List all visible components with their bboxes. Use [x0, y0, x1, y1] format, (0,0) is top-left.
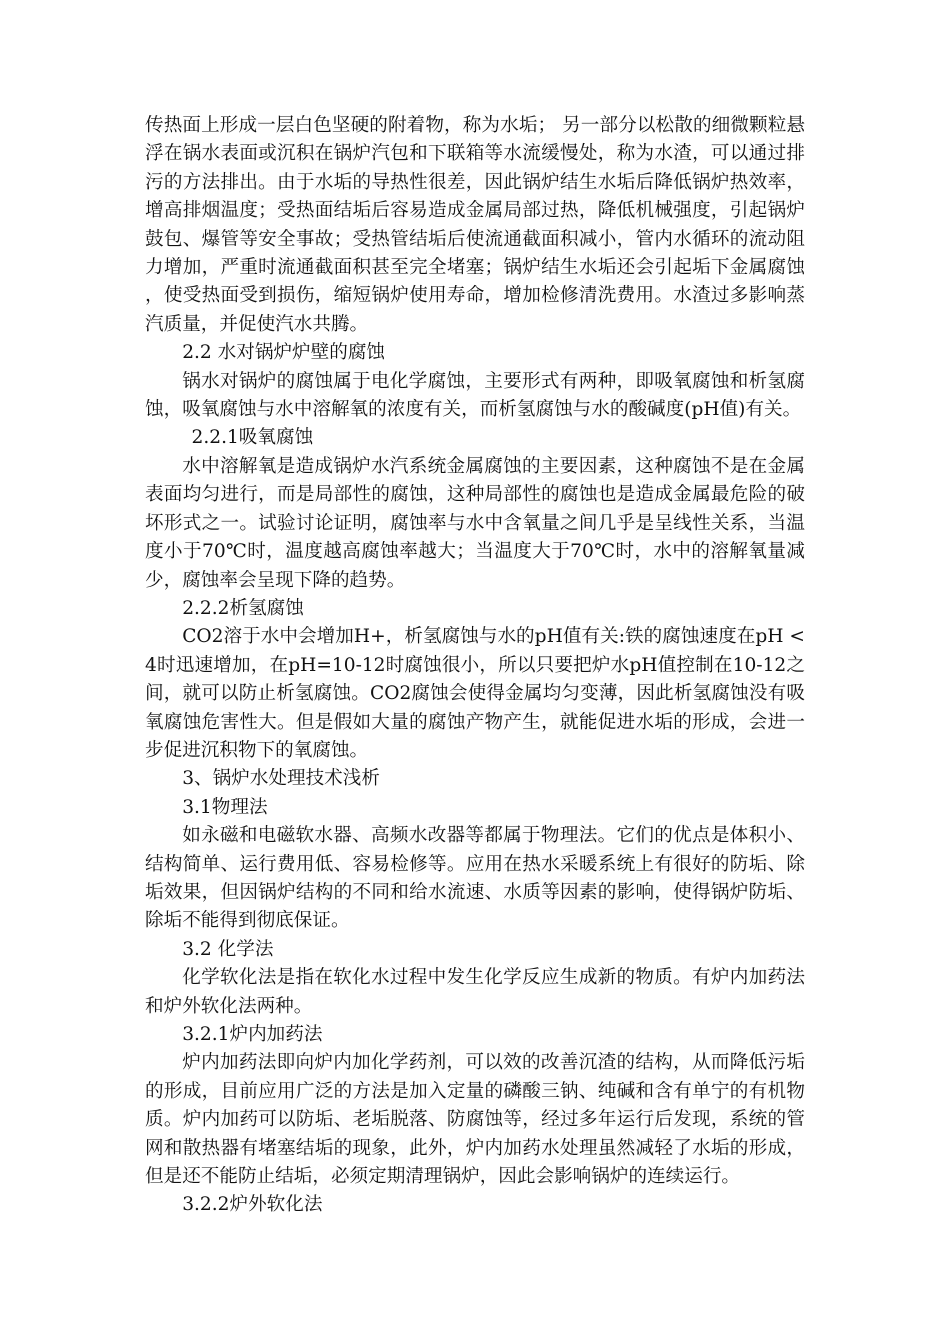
paragraph-corrosion-intro: 锅水对锅炉的腐蚀属于电化学腐蚀，主要形式有两种，即吸氧腐蚀和析氢腐蚀，吸氧腐蚀与水中溶解氧的浓度有关，而析氢腐蚀与水的酸碱度(pH值)有关。 [145, 370, 805, 421]
heading-2-2: 2.2 水对锅炉炉壁的腐蚀 [182, 342, 386, 364]
heading-3-2: 3.2 化学法 [182, 938, 274, 960]
paragraph-chemical-method: 化学软化法是指在软化水过程中发生化学反应生成新的物质。有炉内加药法和炉外软化法两种。 [145, 967, 805, 1017]
document-body [145, 112, 805, 1220]
heading-2-2-2: 2.2.2析氢腐蚀 [182, 597, 304, 619]
paragraph-physical-method: 如永磁和电磁软水器、高频水改器等都属于物理法。它们的优点是体积小、结构简单、运行费用低、容易检修等。应用在热水采暖系统上有很好的防垢、除垢效果，但因锅炉结构的不同和给水流速、水质等因素的影响，使得锅炉防垢、除垢不能得到彻底保证。 [145, 825, 805, 932]
heading-2-2-1: 2.2.1吸氧腐蚀 [191, 427, 314, 449]
heading-3-1: 3.1物理法 [182, 796, 268, 818]
heading-3-2-1: 3.2.1炉内加药法 [182, 1024, 323, 1045]
paragraph-in-boiler-dosing: 炉内加药法即向炉内加化学药剂，可以效的改善沉渣的结构，从而降低污垢的形成，目前应用广泛的方法是加入定量的磷酸三钠、纯碱和含有单宁的有机物质。炉内加药可以防垢、老垢脱落、防腐蚀等，经过多年运行后发现，系统的管网和散热器有堵塞结垢的现象，此外，炉内加药水处理虽然减轻了水垢的形成，但是还不能防止结垢，必须定期清理锅炉，因此会影响锅炉的连续运行。 [145, 1052, 805, 1188]
paragraph-scale-formation: 传热面上形成一层白色坚硬的附着物，称为水垢； 另一部分以松散的细微颗粒悬浮在锅水表面或沉积在锅炉汽包和下联箱等水流缓慢处，称为水渣，可以通过排污的方法排出。由于水垢的导热性很差，因此锅炉结生水垢后降低锅炉热效率，增高排烟温度；受热面结垢后容易造成金属局部过热，降低机械强度，引起锅炉鼓包、爆管等安全事故；受热管结垢后使流通截面积减小，管内水循环的流动阻力增加，严重时流通截面积甚至完全堵塞；锅炉结生水垢还会引起垢下金属腐蚀，使受热面受到损伤，缩短锅炉使用寿命，增加检修清洗费用。水渣过多影响蒸汽质量，并促使汽水共腾。 [145, 115, 805, 335]
paragraph-oxygen-corrosion: 水中溶解氧是造成锅炉水汽系统金属腐蚀的主要因素，这种腐蚀不是在金属表面均匀进行，而是局部性的腐蚀，这种局部性的腐蚀也是造成金属最危险的破坏形式之一。试验讨论证明，腐蚀率与水中含氧量之间几乎是呈线性关系，当温度小于70℃时，温度越高腐蚀率越大；当温度大于70℃时，水中的溶解氧量减少，腐蚀率会呈现下降的趋势。 [145, 455, 805, 591]
heading-3-2-2: 3.2.2炉外软化法 [182, 1194, 323, 1216]
heading-3: 3、锅炉水处理技术浅析 [182, 768, 380, 790]
paragraph-hydrogen-corrosion: CO2溶于水中会增加H+，析氢腐蚀与水的pH值有关:铁的腐蚀速度在pH < 4时迅速增加，在pH=10-12时腐蚀很小，所以只要把炉水pH值控制在10-12之间，就可以防止析氢腐蚀。CO2腐蚀会使得金属均匀变薄，因此析氢腐蚀没有吸氧腐蚀危害性大。但是假如大量的腐蚀产物产生，就能促进水垢的形成，会进一步促进沉积物下的氧腐蚀。 [145, 626, 805, 761]
